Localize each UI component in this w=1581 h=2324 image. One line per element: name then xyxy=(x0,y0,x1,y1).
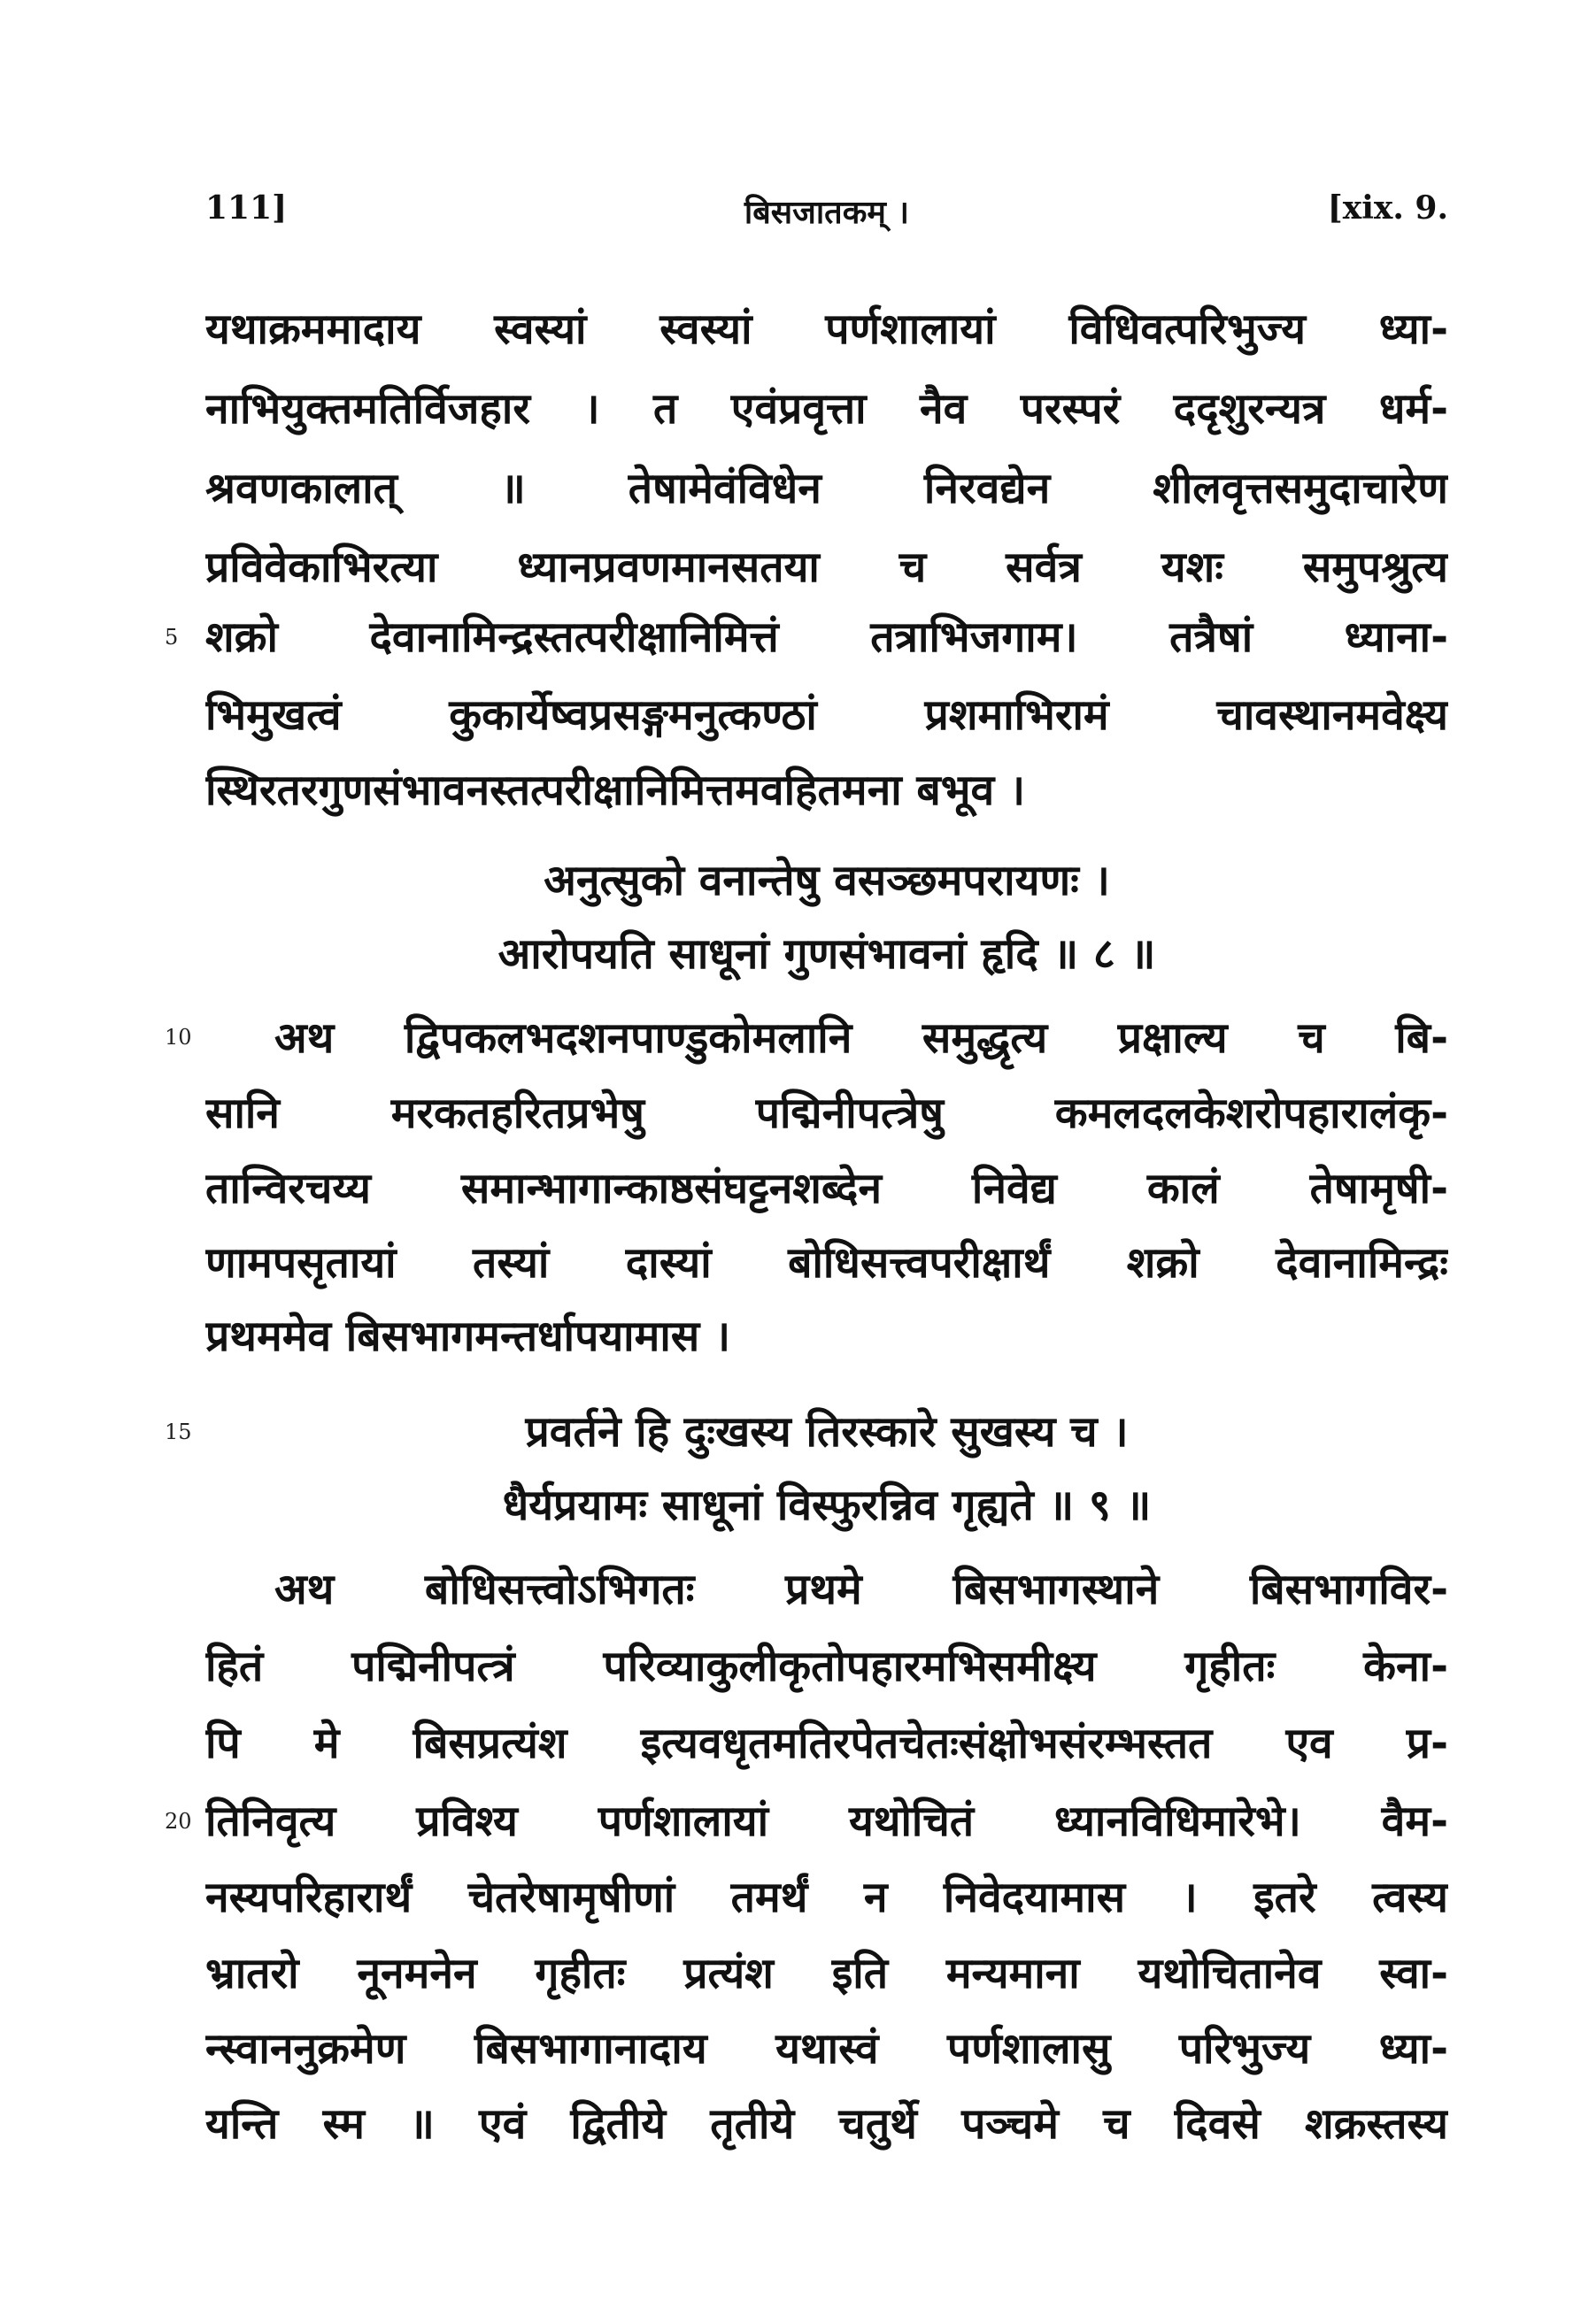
verse-line: प्रवर्तने हि दुःखस्य तिरस्कारे सुखस्य च । xyxy=(525,1407,1129,1457)
text-line: सानि मरकतहरितप्रभेषु पद्मिनीपत्त्रेषु कमलदलकेशरोपहारालंकृ- xyxy=(205,1089,1448,1138)
text-line: नाभियुक्तमतिर्विजहार । त एवंप्रवृत्ता नैव परस्परं ददृशुरन्यत्र धर्म- xyxy=(205,384,1448,434)
text-line: स्थिरतरगुणसंभावनस्तत्परीक्षानिमित्तमवहितमना बभूव । xyxy=(205,766,1026,815)
verse-line: आरोपयति साधूनां गुणसंभावनां हृदि ॥ ८ ॥ xyxy=(497,929,1156,979)
line-number: 15 xyxy=(165,1420,192,1444)
text-line: अथ द्विपकलभदशनपाण्डुकोमलानि समुद्धृत्य प्रक्षाल्य च बि- xyxy=(274,1013,1448,1063)
chapter-title: बिसजातकम् । xyxy=(744,194,910,231)
line-number: 5 xyxy=(165,625,179,650)
page-number: 111] xyxy=(205,189,288,227)
text-line: तान्विरचय्य समान्भागान्काष्ठसंघट्टनशब्देन निवेद्य कालं तेषामृषी- xyxy=(205,1164,1448,1213)
line-number: 10 xyxy=(165,1025,192,1050)
text-line: तिनिवृत्य प्रविश्य पर्णशालायां यथोचितं ध्यानविधिमारेभे। वैम- xyxy=(205,1797,1448,1846)
text-line: हितं पद्मिनीपत्त्रं परिव्याकुलीकृतोपहारमभिसमीक्ष्य गृहीतः केना- xyxy=(205,1642,1448,1691)
text-line: यथाक्रममादाय स्वस्यां स्वस्यां पर्णशालायां विधिवत्परिभुज्य ध्या- xyxy=(205,304,1448,354)
text-line: श्रवणकालात् ॥ तेषामेवंविधेन निरवद्येन शीलवृत्तसमुदाचारेण xyxy=(205,464,1448,513)
line-number: 20 xyxy=(165,1809,192,1834)
text-line: भ्रातरो नूनमनेन गृहीतः प्रत्यंश इति मन्यमाना यथोचितानेव स्वा- xyxy=(205,1949,1448,1998)
verse-line: धैर्यप्रयामः साधूनां विस्फुरन्निव गृह्यते ॥ ९ ॥ xyxy=(502,1481,1152,1530)
text-line: नस्यपरिहारार्थं चेतरेषामृषीणां तमर्थं न निवेदयामास । इतरे त्वस्य xyxy=(205,1873,1448,1922)
text-line: पि मे बिसप्रत्यंश इत्यवधृतमतिरपेतचेतःसंक्षोभसंरम्भस्तत एव प्र- xyxy=(205,1719,1448,1768)
text-line: प्रथममेव बिसभागमन्तर्धापयामास । xyxy=(205,1312,731,1361)
text-line: भिमुखत्वं कुकार्येष्वप्रसङ्गमनुत्कण्ठां प्रशमाभिरामं चावस्थानमवेक्ष्य xyxy=(205,690,1448,740)
text-line: प्रविवेकाभिरत्या ध्यानप्रवणमानसतया च सर्वत्र यशः समुपश्रुत्य xyxy=(205,543,1448,592)
running-header xyxy=(205,189,1448,242)
text-line: णामपसृतायां तस्यां दास्यां बोधिसत्त्वपरीक्षार्थं शक्रो देवानामिन्द्रः xyxy=(205,1238,1448,1288)
section-reference: [xix. 9. xyxy=(1327,189,1448,227)
text-line: शक्रो देवानामिन्द्रस्तत्परीक्षानिमित्तं तत्राभिजगाम। तत्रैषां ध्याना- xyxy=(205,612,1448,662)
text-line: अथ बोधिसत्त्वोऽभिगतः प्रथमे बिसभागस्थाने बिसभागविर- xyxy=(274,1565,1448,1614)
text-line: न्स्वाननुक्रमेण बिसभागानादाय यथास्वं पर्णशालासु परिभुज्य ध्या- xyxy=(205,2024,1448,2074)
verse-line: अनुत्सुको वनान्तेषु वसञ्छमपरायणः । xyxy=(544,856,1110,905)
text-line: यन्ति स्म ॥ एवं द्वितीये तृतीये चतुर्थे पञ्चमे च दिवसे शक्रस्तस्य xyxy=(205,2099,1448,2149)
